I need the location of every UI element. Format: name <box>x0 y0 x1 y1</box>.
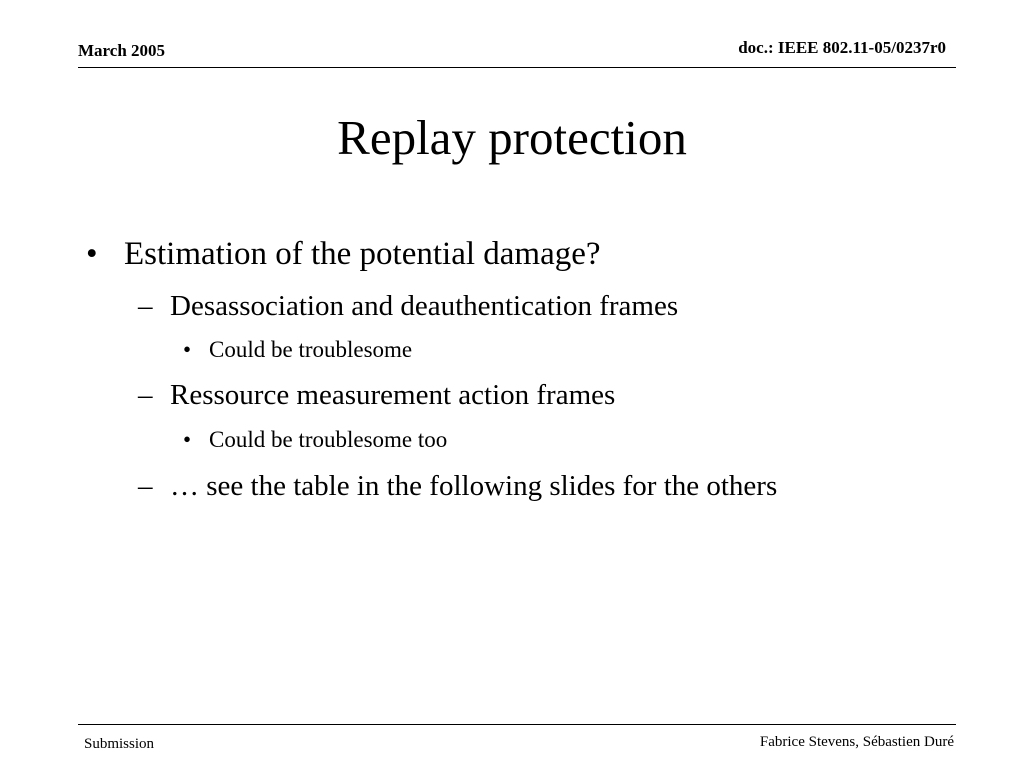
bullet-marker: – <box>138 470 153 502</box>
header-divider <box>78 67 956 68</box>
bullet-marker: • <box>86 236 98 272</box>
bullet-text: Ressource measurement action frames <box>170 379 616 411</box>
bullet-item <box>183 426 448 454</box>
bullet-item <box>86 234 601 274</box>
header-date: March 2005 <box>78 41 166 60</box>
bullet-item <box>138 468 778 504</box>
header-doc-id: doc.: IEEE 802.11-05/0237r0 <box>738 38 946 57</box>
bullet-text: Could be troublesome too <box>209 427 448 452</box>
bullet-marker: – <box>138 290 153 322</box>
bullet-marker: • <box>183 427 192 452</box>
bullet-item <box>138 288 679 324</box>
footer-submission: Submission <box>84 736 155 752</box>
bullet-marker: – <box>138 379 153 411</box>
bullet-text: Could be troublesome <box>209 337 413 362</box>
slide-title: Replay protection <box>337 110 687 165</box>
bullet-marker: • <box>183 337 192 362</box>
footer-authors: Fabrice Stevens, Sébastien Duré <box>759 734 954 750</box>
footer-divider <box>78 724 956 725</box>
bullet-item <box>138 377 616 413</box>
bullet-text: … see the table in the following slides for the others <box>170 470 778 502</box>
bullet-text: Desassociation and deauthentication frames <box>170 290 679 322</box>
bullet-text: Estimation of the potential damage? <box>124 236 601 272</box>
bullet-item <box>183 336 413 364</box>
